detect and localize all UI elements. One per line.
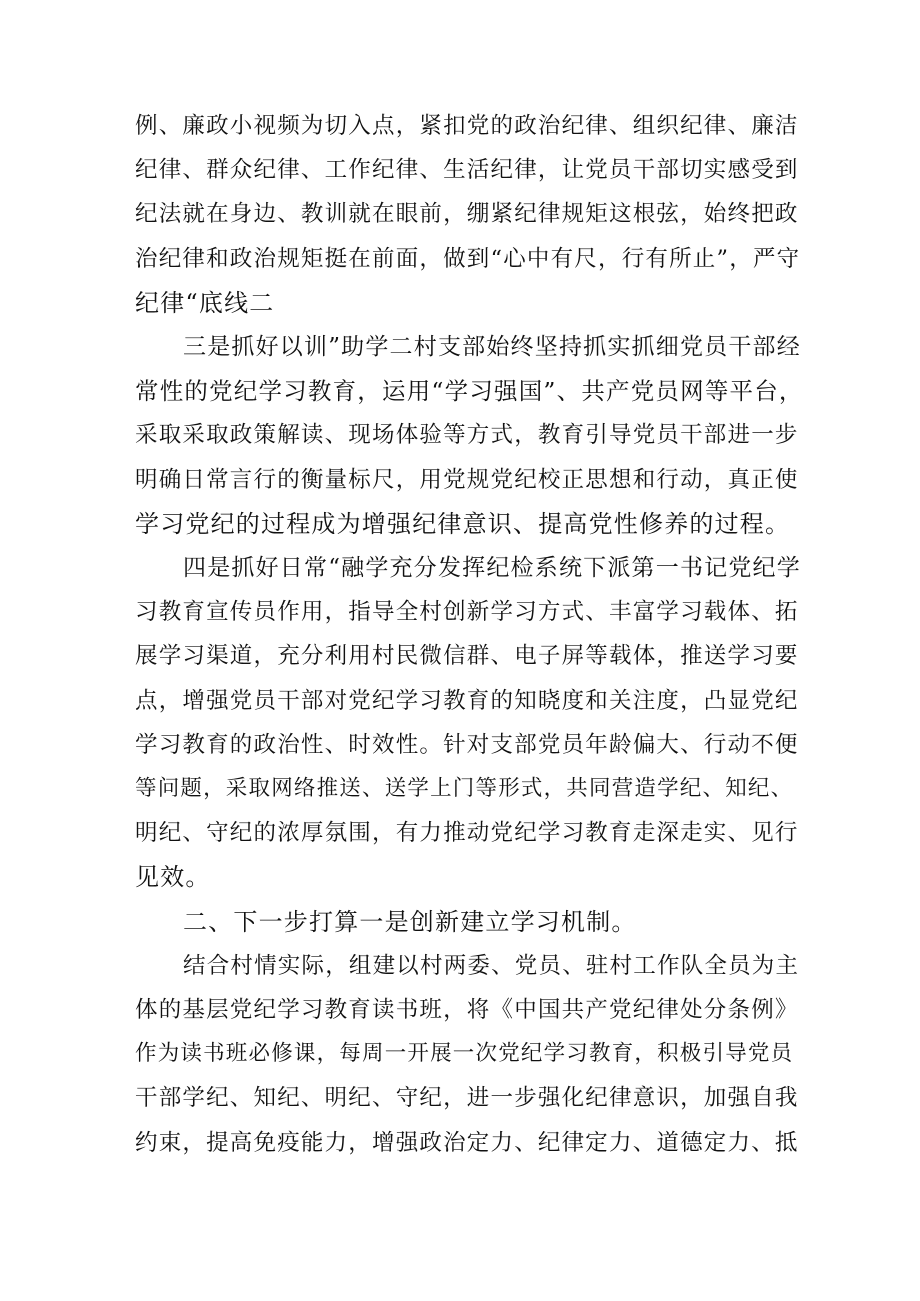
paragraph-line: 作为读书班必修课，每周一开展一次党纪学习教育，积极引导党员: [135, 1041, 794, 1067]
paragraph-line: 例、廉政小视频为切入点，紧扣党的政治纪律、组织纪律、廉洁: [135, 113, 799, 139]
document-body: [135, 104, 807, 1165]
paragraph-line: 体的基层党纪学习教育读书班，将《中国共产党纪律处分条例》: [135, 997, 799, 1024]
paragraph-line: 点，增强党员干部对党纪学习教育的知晓度和关注度，凸显党纪: [135, 687, 799, 714]
paragraph-line: 展学习渠道，充分利用村民微信群、电子屏等载体，推送学习要: [135, 643, 799, 670]
paragraph-line: 见效。: [135, 863, 211, 892]
paragraph-line: 干部学纪、知纪、明纪、守纪，进一步强化纪律意识，加强自我: [135, 1085, 799, 1112]
paragraph-line: 常性的党纪学习教育，运用“学习强国”、共产党员网等平台，: [135, 377, 804, 406]
paragraph-line: 习教育宣传员作用，指导全村创新学习方式、丰富学习载体、拓: [135, 599, 799, 626]
paragraph-line: 学习党纪的过程成为增强纪律意识、提高党性修养的过程。: [135, 509, 791, 538]
paragraph-line: 约束，提高免疫能力，增强政治定力、纪律定力、道德定力、抵: [135, 1129, 799, 1156]
paragraph-line: 明纪、守纪的浓厚氛围，有力推动党纪学习教育走深走实、见行: [135, 820, 799, 847]
paragraph-line: 等问题，采取网络推送、送学上门等形式，共同营造学纪、知纪、: [135, 776, 794, 802]
paragraph-line: 学习教育的政治性、时效性。针对支部党员年龄偏大、行动不便: [135, 731, 799, 758]
paragraph-line: 纪法就在身边、教训就在眼前，绷紧纪律规矩这根弦，始终把政: [135, 201, 799, 228]
paragraph-line: 明确日常言行的衡量标尺，用党规党纪校正思想和行动，真正使: [135, 466, 799, 493]
paragraph-line: 三是抓好以训”助学二村支部始终坚持抓实抓细党员干部经: [183, 334, 801, 361]
paragraph-line: 四是抓好日常“融学充分发挥纪检系统下派第一书记党纪学: [183, 555, 801, 582]
paragraph-line: 纪律、群众纪律、工作纪律、生活纪律，让党员干部切实感受到: [135, 157, 799, 184]
paragraph-line: 纪律“底线二: [135, 288, 275, 317]
paragraph-line: 结合村情实际，组建以村两委、党员、驻村工作队全员为主: [183, 952, 800, 979]
paragraph-line: 治纪律和政治规矩挺在前面，做到“心中有尺，行有所止”，严守: [135, 245, 801, 272]
paragraph-line: 采取采取政策解读、现场体验等方式，教育引导党员干部进一步: [135, 422, 799, 449]
section-heading: 二、下一步打算一是创新建立学习机制。: [183, 907, 637, 936]
